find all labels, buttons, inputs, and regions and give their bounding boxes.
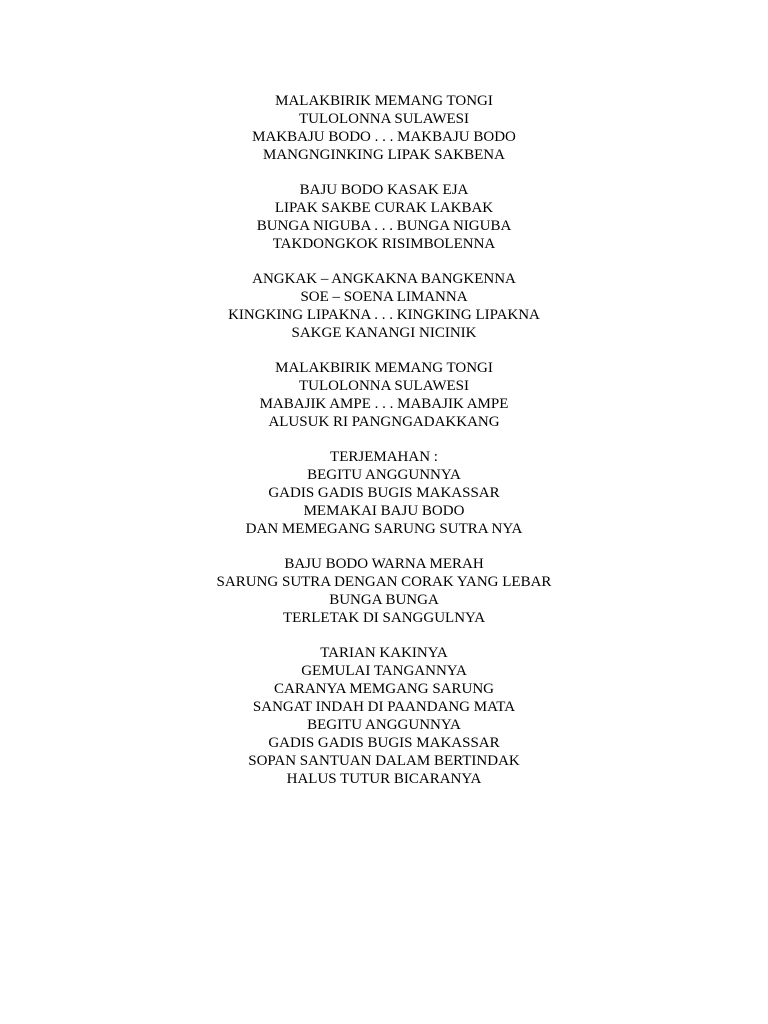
- poem-line: BAJU BODO KASAK EJA: [299, 182, 469, 199]
- poem-line: SARUNG SUTRA DENGAN CORAK YANG LEBAR: [216, 574, 552, 591]
- poem-line: GEMULAI TANGANNYA: [301, 663, 467, 680]
- poem-line: BAJU BODO WARNA MERAH: [284, 556, 484, 573]
- stanza: [0, 360, 768, 432]
- poem-line: SAKGE KANANGI NICINIK: [291, 324, 477, 341]
- stanza: [0, 645, 768, 788]
- stanza: [0, 93, 768, 165]
- poem-line: HALUS TUTUR BICARANYA: [286, 770, 482, 787]
- poem-line: TERJEMAHAN :: [330, 449, 438, 466]
- stanza: [0, 556, 768, 628]
- poem-line: MAKBAJU BODO . . . MAKBAJU BODO: [252, 128, 516, 145]
- poem-line: GADIS GADIS BUGIS MAKASSAR: [268, 734, 500, 751]
- poem-line: BEGITU ANGGUNNYA: [307, 716, 461, 733]
- poem-line: TAKDONGKOK RISIMBOLENNA: [272, 235, 496, 252]
- poem-line: SOPAN SANTUAN DALAM BERTINDAK: [248, 752, 520, 769]
- poem-line: SOE – SOENA LIMANNA: [300, 289, 468, 306]
- poem-line: TERLETAK DI SANGGULNYA: [282, 609, 486, 626]
- poem-line: LIPAK SAKBE CURAK LAKBAK: [274, 199, 494, 216]
- poem-line: CARANYA MEMGANG SARUNG: [273, 681, 495, 698]
- poem-line: KINGKING LIPAKNA . . . KINGKING LIPAKNA: [228, 306, 540, 323]
- poem-line: BUNGA BUNGA: [329, 591, 439, 608]
- poem-line: BUNGA NIGUBA . . . BUNGA NIGUBA: [256, 217, 512, 234]
- poem-line: ALUSUK RI PANGNGADAKKANG: [268, 413, 500, 430]
- poem-line: BEGITU ANGGUNNYA: [307, 467, 461, 484]
- poem-line: TULOLONNA SULAWESI: [298, 110, 470, 127]
- poem-line: MALAKBIRIK MEMANG TONGI: [275, 93, 493, 109]
- poem-line: MEMAKAI BAJU BODO: [303, 502, 465, 519]
- poem-line: SANGAT INDAH DI PAANDANG MATA: [252, 698, 516, 715]
- stanza: [0, 449, 768, 538]
- poem-line: DAN MEMEGANG SARUNG SUTRA NYA: [245, 520, 523, 537]
- poem-line: TULOLONNA SULAWESI: [298, 378, 470, 395]
- poem-line: MALAKBIRIK MEMANG TONGI: [275, 360, 493, 377]
- poem-text: [0, 93, 768, 806]
- poem-line: MABAJIK AMPE . . . MABAJIK AMPE: [259, 395, 509, 412]
- poem-line: TARIAN KAKINYA: [320, 645, 448, 662]
- stanza: [0, 271, 768, 343]
- poem-line: MANGNGINKING LIPAK SAKBENA: [263, 146, 505, 163]
- poem-line: ANGKAK – ANGKAKNA BANGKENNA: [252, 271, 516, 288]
- stanza: [0, 182, 768, 254]
- poem-line: GADIS GADIS BUGIS MAKASSAR: [268, 485, 500, 502]
